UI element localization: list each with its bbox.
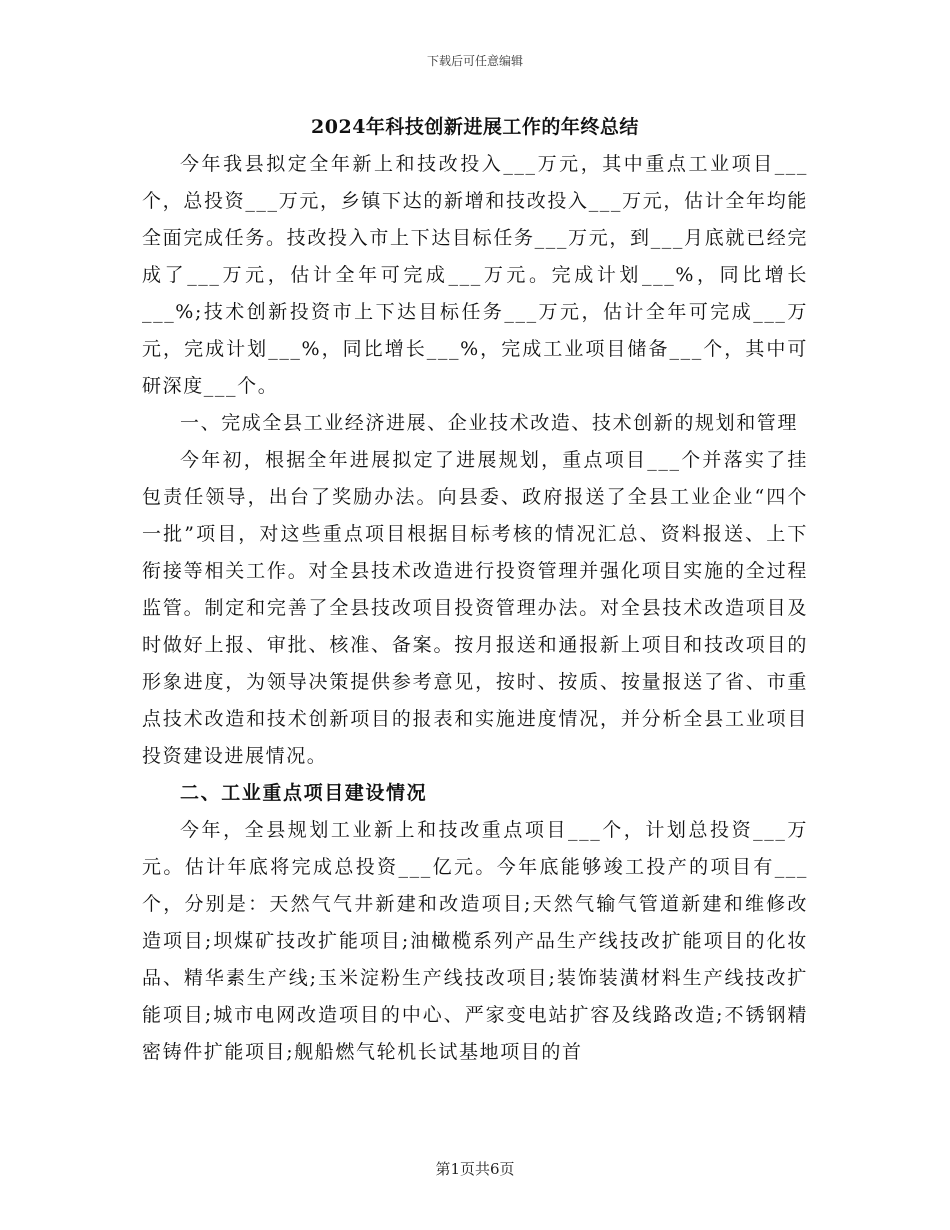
- document-body: [142, 146, 808, 1071]
- page-number-indicator: 第1页共6页: [435, 1160, 515, 1178]
- paragraph-planning-detail: 今年初，根据全年进展拟定了进展规划，重点项目___个并落实了挂包责任领导，出台了奖励办法。向县委、政府报送了全县工业企业“四个一批”项目，对这些重点项目根据目标考核的情况汇总、资料报送、上下衔接等相关工作。对全县技术改造进行投资管理并强化项目实施的全过程监管。制定和完善了全县技改项目投资管理办法。对全县技术改造项目及时做好上报、审批、核准、备案。按月报送和通报新上项目和技改项目的形象进度，为领导决策提供参考意见，按时、按质、按量报送了省、市重点技术改造和技术创新项目的报表和实施进度情况，并分析全县工业项目投资建设进展情况。: [142, 449, 808, 767]
- section-heading-planning: 一、完成全县工业经济进展、企业技术改造、技术创新的规划和管理: [180, 412, 799, 434]
- page-header-note: 下载后可任意编辑: [426, 54, 523, 68]
- document-title: 2024年科技创新进展工作的年终总结: [311, 116, 639, 138]
- section-heading-key-projects: 二、工业重点项目建设情况: [180, 782, 428, 804]
- paragraph-investment-summary: 今年我县拟定全年新上和技改投入___万元，其中重点工业项目___个，总投资___万元，乡镇下达的新增和技改投入___万元，估计全年均能全面完成任务。技改投入市上下达目标任务___万元，到___月底就已经完成了___万元，估计全年可完成___万元。完成计划___%，同比增长___%;技术创新投资市上下达目标任务___万元，估计全年可完成___万元，完成计划___%，同比增长___%，完成工业项目储备___个，其中可研深度___个。: [142, 153, 808, 397]
- paragraph-key-projects-detail: 今年，全县规划工业新上和技改重点项目___个，计划总投资___万元。估计年底将完成总投资___亿元。今年底能够竣工投产的项目有___个，分别是：天然气气井新建和改造项目;天然气输气管道新建和维修改造项目;坝煤矿技改扩能项目;油橄榄系列产品生产线技改扩能项目的化妆品、精华素生产线;玉米淀粉生产线技改项目;装饰装潢材料生产线技改扩能项目;城市电网改造项目的中心、严家变电站扩容及线路改造;不锈钢精密铸件扩能项目;舰船燃气轮机长试基地项目的首: [142, 819, 808, 1063]
